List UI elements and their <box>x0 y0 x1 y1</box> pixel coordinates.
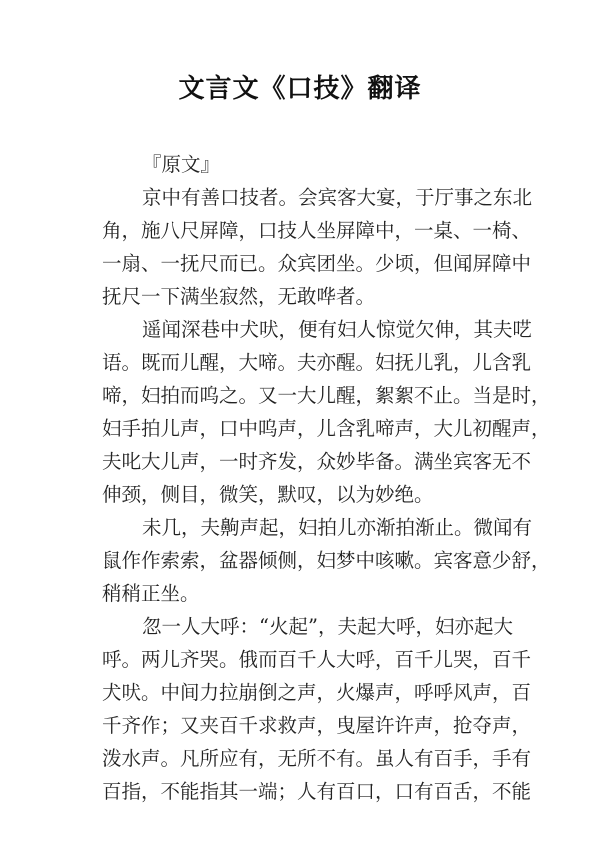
text-line: 百指，不能指其一端；人有百口，口有百舌，不能 <box>102 780 532 803</box>
paragraph-1 <box>102 181 533 313</box>
paragraph-3 <box>102 511 551 610</box>
text-line: 呼。两儿齐哭。俄而百千人大呼，百千儿哭，百千 <box>102 648 532 671</box>
text-line: 角，施八尺屏障，口技人坐屏障中，一桌、一椅、 <box>102 219 532 242</box>
text-line: 一扇、一抚尺而已。众宾团坐。少顷，但闻屏障中 <box>102 252 532 275</box>
text-line: 妇手拍儿声，口中呜声，儿含乳啼声，大儿初醒声， <box>102 417 551 440</box>
document-title: 文言文《口技》翻译 <box>178 74 422 104</box>
text-line: 忽一人大呼：“火起”，夫起大呼，妇亦起大 <box>142 615 513 638</box>
text-line: 泼水声。凡所应有，无所不有。虽人有百手，手有 <box>102 747 532 770</box>
text-line: 千齐作；又夹百千求救声，曳屋许许声，抢夺声， <box>102 714 532 737</box>
document-body <box>102 148 551 808</box>
text-line: 犬吠。中间力拉崩倒之声，火爆声，呼呼风声，百 <box>102 681 532 704</box>
paragraph-2 <box>102 313 551 511</box>
text-line: 抚尺一下满坐寂然，无敢哗者。 <box>102 285 376 308</box>
text-line: 语。既而儿醒，大啼。夫亦醒。妇抚儿乳，儿含乳 <box>102 351 532 374</box>
text-line: 稍稍正坐。 <box>102 582 200 605</box>
text-line: 遥闻深巷中犬吠，便有妇人惊觉欠伸，其夫呓 <box>142 318 533 341</box>
text-line: 啼，妇拍而呜之。又一大儿醒，絮絮不止。当是时， <box>102 384 551 407</box>
text-line: 未几，夫齁声起，妇拍儿亦渐拍渐止。微闻有 <box>142 516 533 539</box>
text-line: 夫叱大儿声，一时齐发，众妙毕备。满坐宾客无不 <box>102 450 532 473</box>
text-line: 鼠作作索索，盆器倾侧，妇梦中咳嗽。宾客意少舒， <box>102 549 551 572</box>
text-line: 京中有善口技者。会宾客大宴，于厅事之东北 <box>142 186 533 209</box>
text-line: 伸颈，侧目，微笑，默叹，以为妙绝。 <box>102 483 434 506</box>
paragraph-4 <box>102 610 532 808</box>
section-heading: 『原文』 <box>142 153 221 176</box>
